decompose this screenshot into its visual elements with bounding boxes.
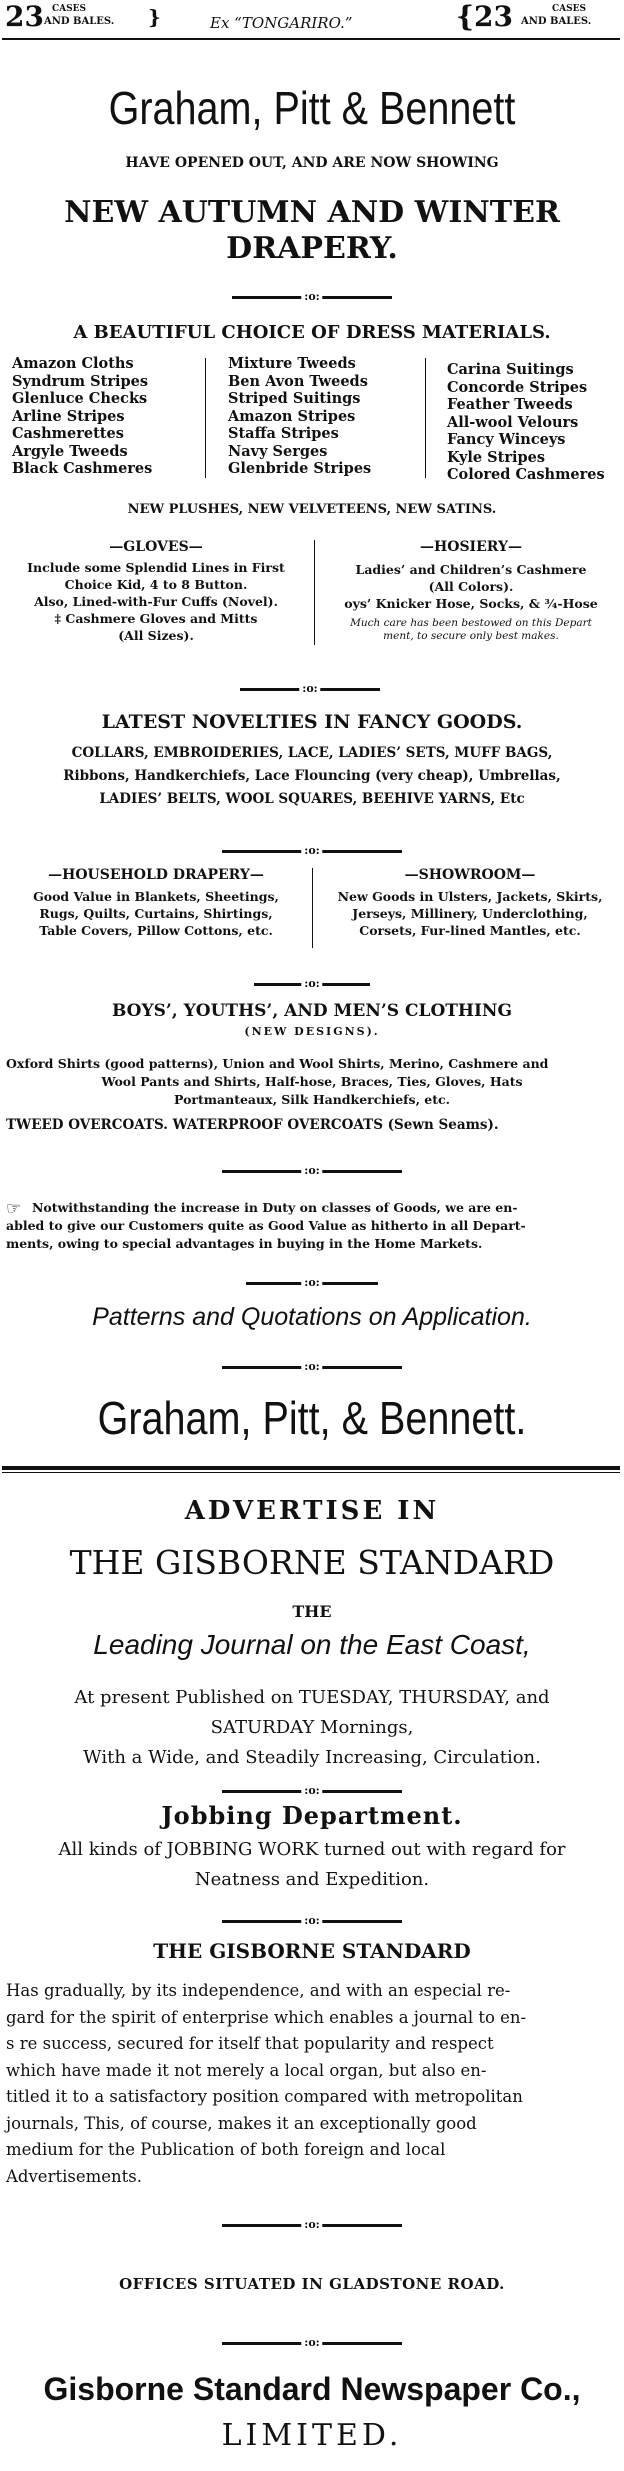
jobbing-line-2: Neatness and Expedition.: [194, 1869, 430, 1890]
list-item: Fancy Winceys: [447, 431, 566, 448]
dress-column-divider-1: [205, 358, 206, 478]
firm-name: Graham, Pitt & Bennett: [108, 82, 516, 134]
fancy-line-1: COLLARS, EMBROIDERIES, LACE, LADIES’ SETS, MUFF BAGS,: [71, 745, 553, 761]
list-item: Arline Stripes: [12, 407, 125, 425]
dress-footer: NEW PLUSHES, NEW VELVETEENS, NEW SATINS.: [127, 502, 497, 517]
patterns-line: Patterns and Quotations on Application.: [92, 1303, 532, 1331]
ornament-mark: :o:: [301, 1276, 322, 1290]
divider-ornament-10: [222, 2218, 402, 2231]
headline-line-2: DRAPERY.: [226, 231, 398, 266]
list-item: Carina Suitings: [447, 361, 574, 378]
list-item: Amazon Cloths: [12, 355, 134, 372]
divider-ornament-9: [222, 1914, 402, 1927]
list-item: Syndrum Stripes: [12, 372, 148, 390]
the-label: THE: [292, 1602, 332, 1621]
header-left-label-2: AND BALES.: [44, 16, 115, 27]
household-line-1: Good Value in Blankets, Sheetings,: [33, 889, 279, 904]
list-item: Glenluce Checks: [12, 390, 148, 407]
ornament-mark: :o:: [299, 682, 320, 696]
list-item: Colored Cashmeres: [447, 466, 605, 483]
header-right-number: {23: [456, 0, 513, 33]
dress-column-1: [12, 355, 152, 478]
fancy-line-2: Ribbons, Handkerchiefs, Lace Flouncing (very cheap), Umbrellas,: [63, 768, 561, 784]
ornament-mark: :o:: [301, 2218, 322, 2232]
paper-title-2: THE GISBORNE STANDARD: [153, 1939, 471, 1963]
notice-line-3: ments, owing to special advantages in buying in the Home Markets.: [6, 1236, 483, 1251]
publish-line-3: With a Wide, and Steadily Increasing, Circulation.: [83, 1747, 541, 1768]
notice-line-2: abled to give our Customers quite as Good Value as hitherto in all Depart-: [6, 1218, 526, 1233]
header-left-number: 23: [5, 0, 44, 33]
dress-column-3: [447, 361, 605, 484]
list-item: Mixture Tweeds: [228, 355, 356, 372]
paragraph-line: Has gradually, by its independence, and with an especial re-: [6, 1981, 511, 2000]
list-item: Staffa Stripes: [228, 425, 339, 442]
list-item: Glenbride Stripes: [228, 460, 372, 477]
gloves-line-3: Also, Lined-with-Fur Cuffs (Novel).: [34, 594, 278, 609]
list-item: Amazon Stripes: [228, 407, 356, 425]
dress-column-divider-2: [425, 358, 426, 478]
offices-line: OFFICES SITUATED IN GLADSTONE ROAD.: [119, 2275, 505, 2293]
standard-paragraph: [6, 1978, 620, 2190]
ornament-mark: :o:: [301, 844, 322, 858]
header-right-label-2: AND BALES.: [521, 16, 592, 27]
firm-intro: HAVE OPENED OUT, AND ARE NOW SHOWING: [125, 155, 499, 171]
gloves-line-4: ‡ Cashmere Gloves and Mitts: [54, 611, 258, 626]
gloves-line-2: Choice Kid, 4 to 8 Button.: [64, 577, 248, 592]
hosiery-note-2: ment, to secure only best makes.: [383, 630, 559, 642]
section-rule-thin: [2, 1472, 620, 1473]
list-item: Ben Avon Tweeds: [228, 372, 368, 390]
header-right-label-1: CASES: [552, 4, 587, 14]
clothing-line-4: TWEED OVERCOATS. WATERPROOF OVERCOATS (Sewn Seams).: [6, 1117, 499, 1133]
list-item: All-wool Velours: [447, 413, 579, 431]
showroom-line-3: Corsets, Fur-lined Mantles, etc.: [359, 923, 581, 938]
fancy-heading: LATEST NOVELTIES IN FANCY GOODS.: [101, 711, 523, 733]
header-left-label-1: CASES: [52, 4, 87, 14]
household-line-2: Rugs, Quilts, Curtains, Shirtings,: [39, 906, 273, 921]
showroom-heading: —SHOWROOM—: [404, 867, 536, 883]
ornament-mark: :o:: [301, 1164, 322, 1178]
fancy-line-3: LADIES’ BELTS, WOOL SQUARES, BEEHIVE YARNS, Etc: [99, 791, 525, 807]
divider-ornament-8: [222, 1784, 402, 1797]
paragraph-line: which have made it not merely a local organ, but also en-: [6, 2060, 487, 2080]
showroom-line-1: New Goods in Ulsters, Jackets, Skirts,: [337, 889, 603, 904]
paragraph-line: journals, This, of course, makes it an exceptionally good: [6, 2113, 477, 2133]
paragraph-line: gard for the spirit of enterprise which enables a journal to en-: [6, 2007, 527, 2027]
hosiery-line-3: oys’ Knicker Hose, Socks, & ¾-Hose: [344, 596, 598, 611]
divider-ornament-2: [240, 682, 380, 695]
leading-journal: Leading Journal on the East Coast,: [93, 1629, 531, 1660]
dress-heading: A BEAUTIFUL CHOICE OF DRESS MATERIALS.: [73, 322, 551, 343]
ornament-mark: :o:: [301, 2336, 322, 2350]
clothing-line-1: Oxford Shirts (good patterns), Union and Wool Shirts, Merino, Cashmere and: [6, 1056, 549, 1071]
ornament-mark: :o:: [301, 1914, 322, 1928]
clothing-line-2: Wool Pants and Shirts, Half-hose, Braces, Ties, Gloves, Hats: [101, 1074, 523, 1089]
paragraph-line: titled it to a satisfactory position compared with metropolitan: [6, 2087, 523, 2106]
gloves-hosiery-divider: [314, 540, 315, 645]
showroom-line-2: Jerseys, Millinery, Underclothing,: [352, 906, 588, 921]
paragraph-line: Advertisements.: [6, 2166, 142, 2186]
headline-line-1: NEW AUTUMN AND WINTER: [64, 195, 560, 230]
notice-line-1: Notwithstanding the increase in Duty on classes of Goods, we are en-: [32, 1200, 518, 1215]
publish-line-1: At present Published on TUESDAY, THURSDAY, and: [74, 1687, 550, 1708]
paragraph-line: medium for the Publication of both foreign and local: [6, 2140, 446, 2159]
clothing-subheading: (NEW DESIGNS).: [244, 1025, 380, 1038]
list-item: Black Cashmeres: [12, 460, 153, 477]
paper-title: THE GISBORNE STANDARD: [69, 1543, 555, 1582]
divider-ornament-11: [222, 2336, 402, 2349]
hosiery-heading: —HOSIERY—: [420, 539, 522, 555]
ornament-mark: :o:: [301, 1784, 322, 1798]
list-item: Feather Tweeds: [447, 396, 573, 413]
divider-ornament-3: [222, 844, 402, 857]
header-left-brace: }: [148, 5, 161, 29]
hosiery-line-1: Ladies’ and Children’s Cashmere: [355, 562, 587, 577]
ornament-mark: :o:: [301, 290, 322, 304]
firm-name-footer: Graham, Pitt, & Bennett.: [97, 1392, 527, 1444]
clothing-line-3: Portmanteaux, Silk Handkerchiefs, etc.: [174, 1092, 450, 1107]
household-heading: —HOUSEHOLD DRAPERY—: [48, 867, 264, 883]
gloves-heading: —GLOVES—: [109, 539, 203, 555]
household-showroom-divider: [312, 868, 313, 948]
ornament-mark: :o:: [301, 977, 322, 991]
gloves-line-1: Include some Splendid Lines in First: [27, 560, 285, 575]
advertise-heading: ADVERTISE IN: [184, 1496, 440, 1526]
header-ship: Ex “TONGARIRO.”: [210, 14, 353, 32]
company-limited: LIMITED.: [221, 2418, 403, 2453]
jobbing-line-1: All kinds of JOBBING WORK turned out with regard for: [58, 1839, 566, 1860]
divider-ornament-5: [222, 1164, 402, 1177]
pointing-hand-icon: ☞: [6, 1199, 22, 1219]
ornament-mark: :o:: [301, 1360, 322, 1374]
gloves-line-5: (All Sizes).: [118, 628, 194, 643]
list-item: Navy Serges: [228, 442, 328, 460]
divider-ornament-1: [232, 290, 392, 303]
publish-line-2: SATURDAY Mornings,: [210, 1717, 414, 1738]
paragraph-line: s re success, secured for itself that popularity and respect: [6, 2034, 494, 2053]
list-item: Striped Suitings: [228, 390, 361, 407]
section-rule-double: [2, 1466, 620, 1470]
divider-ornament-4: [254, 977, 370, 990]
jobbing-heading: Jobbing Department.: [161, 1801, 463, 1830]
list-item: Kyle Stripes: [447, 448, 546, 466]
household-line-3: Table Covers, Pillow Cottons, etc.: [39, 923, 273, 938]
list-item: Concorde Stripes: [447, 378, 588, 396]
hosiery-line-2: (All Colors).: [428, 579, 514, 594]
clothing-heading: BOYS’, YOUTHS’, AND MEN’S CLOTHING: [111, 1001, 512, 1021]
divider-ornament-6: [246, 1276, 378, 1289]
hosiery-note-1: Much care has been bestowed on this Depart: [350, 617, 592, 629]
company-name: Gisborne Standard Newspaper Co.,: [43, 2371, 581, 2407]
list-item: Cashmerettes: [12, 425, 124, 442]
top-rule: [2, 38, 620, 40]
divider-ornament-7: [222, 1360, 402, 1373]
dress-column-2: [228, 355, 371, 478]
list-item: Argyle Tweeds: [12, 442, 128, 460]
